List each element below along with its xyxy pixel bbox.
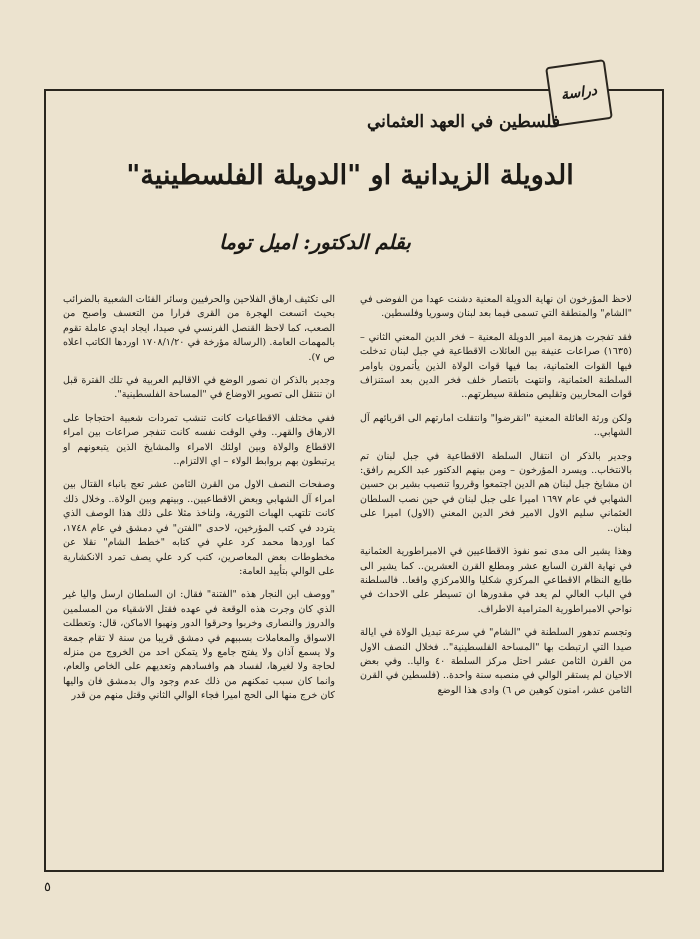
paragraph: وهذا يشير الى مدى نمو نفوذ الاقطاعيين في الامبراطورية العثمانية في نهاية القرن السابع عشر ومطلع القرن العشرين.. كما يشير الى طابع النظام الاقطاعي المركزي شكليا واللامركزي واقعا.. فالسلطنة في الباب العالي لم يعد في مقدورها ان تسيطر على الاحداث في نواحي الامبراطورية المترامية الاطراف. xyxy=(360,546,632,615)
paragraph: لاحظ المؤرخون ان نهاية الدويلة المعنية دشنت عهدا من الفوضى في "الشام" والمنطقة التي تسمى فيما بعد لبنان وسوريا وفلسطين. xyxy=(360,294,632,320)
paragraph: فقد تفجرت هزيمة امير الدويلة المعنية – فخر الدين المعني الثاني – (١٦٣٥) صراعات عنيفة بين العائلات الاقطاعية في جبل لبنان تدخلت فيها القوات العثمانية، بما فيها قوات الولاة الذين يأتمرون باوامر السلطنة العثمانية، وانتهت بانتصار خلف فخر الدين بعد استنزاف قوات المحاربين وتقليص منطقة سيطرتهم.. xyxy=(360,331,632,401)
paragraph: وجدير بالذكر ان نصور الوضع في الاقاليم العربية في تلك الفترة قبل ان ننتقل الى تصوير الاوضاع في "المساحة الفلسطينية". xyxy=(63,375,335,401)
section-title: فلسطين في العهد العثماني xyxy=(367,112,560,132)
paragraph: وتجسم تدهور السلطنة في "الشام" في سرعة تبديل الولاة في ايالة صيدا التي ارتبطت بها "المساحة الفلسطينية".. فخلال النصف الاول من القرن الثامن عشر احتل مركز السلطة ٤٠ واليا.. وفي بعض الاحيان لم يستقر الوالي في منصبه سنة واحدة.. (فلسطين في القرن الثامن عشر، امنون كوهين ص ٦) وادى هذا الوضع xyxy=(360,627,632,696)
paragraph: وصفحات النصف الاول من القرن الثامن عشر تعج بانباء القتال بين امراء آل الشهابي وبعض الاقطاعيين.. وبينهم وبين الولاة.. وخلال ذلك كانت تلتهب الهبات الثورية، ولناخذ مثلا على ذلك هذا الوصف الذي يتردد في كتب المؤرخين، لاحدى "الفتن" في دمشق في عام ١٧٤٨، كما اوردها محمد كرد علي في كتابه "خطط الشام" نقلا عن مخطوطات بعض المعاصرين، كتب كرد علي يصف تمرد الانكشارية على الوالي بتأييد العامة: xyxy=(63,479,335,577)
article-title: الدويلة الزيدانية او "الدويلة الفلسطينية" xyxy=(126,160,574,191)
text-column-left xyxy=(63,293,335,713)
paragraph: "ووصف ابن النجار هذه "الفتنة" فقال: ان السلطان ارسل واليا غير الذي كان وجرت هذه الوقعة في عهده فقتل الاشقياء من المسلمين والدروز والنصارى وخربوا وحرقوا الدور ونهبوا الاماكن، قال: وتعطلت الاسواق والمعاملات بسببهم في دمشق قريبا من سنة لا تقام جمعة ولا يسمع آذان ولا يفتح جامع ولا يتمكن احد من الخروج من منزله لحاجة ولا لغيرها، لفساد هم وافسادهم وتعديهم على الخاص والعام، وانما كان سبب تمكنهم من ذلك عدم وجود وال بدمشق فان واليها كان خرج منها الى الحج اميرا فجاء الوالي الثاني وقتل منهم من قدر xyxy=(63,589,335,702)
section-badge: دراسة xyxy=(545,59,613,127)
paragraph: الى تكثيف ارهاق الفلاحين والحرفيين وسائر الفئات الشعبية بالضرائب بحيث اتسعت الهجرة من القرى فرارا من التعسف واصبح من الصعب، كما لاحظ القنصل الفرنسي في صيدا، ايجاد ايدي عاملة تقوم بالمهمات العامة. (الرسالة مؤرخة في ١٧٠٨/١/٢٠ اوردها الكاتب اعلاه ص ٧). xyxy=(63,294,335,363)
paragraph: ولكن ورثة العائلة المعنية "انقرضوا" وانتقلت امارتهم الى اقربائهم آل الشهابي.. xyxy=(360,412,632,439)
paragraph: وجدير بالذكر ان انتقال السلطة الاقطاعية في جبل لبنان تم بالانتخاب.. ويسرد المؤرخون – ومن بينهم الدكتور عبد الكريم رافق: ان مشايخ جبل لبنان هم الدين اجتمعوا وقرروا تنصيب بشير بن حسين الشهابي في عام ١٦٩٧ اميرا على جبل لبنان في حين نصب السلطان العثماني سليم الاول الامير فخر الدين المعني (الاول) اميرا على لبنان.. xyxy=(360,450,632,534)
paragraph: ففي مختلف الاقطاعيات كانت تنشب تمردات شعبية احتجاجا على الارهاق والقهر.. وفي الوقت نفسه كانت تنفجر صراعات بين امراء الاقطاع والولاة وبين اولئك الامراء والمشايخ الذين يتبعونهم او يرتبطون بهم بروابط الولاء – اي الالتزام.. xyxy=(63,412,335,468)
author-byline: بقلم الدكتور: اميل توما xyxy=(219,230,411,254)
text-column-right xyxy=(360,293,632,707)
page-number: ٥ xyxy=(44,880,51,895)
